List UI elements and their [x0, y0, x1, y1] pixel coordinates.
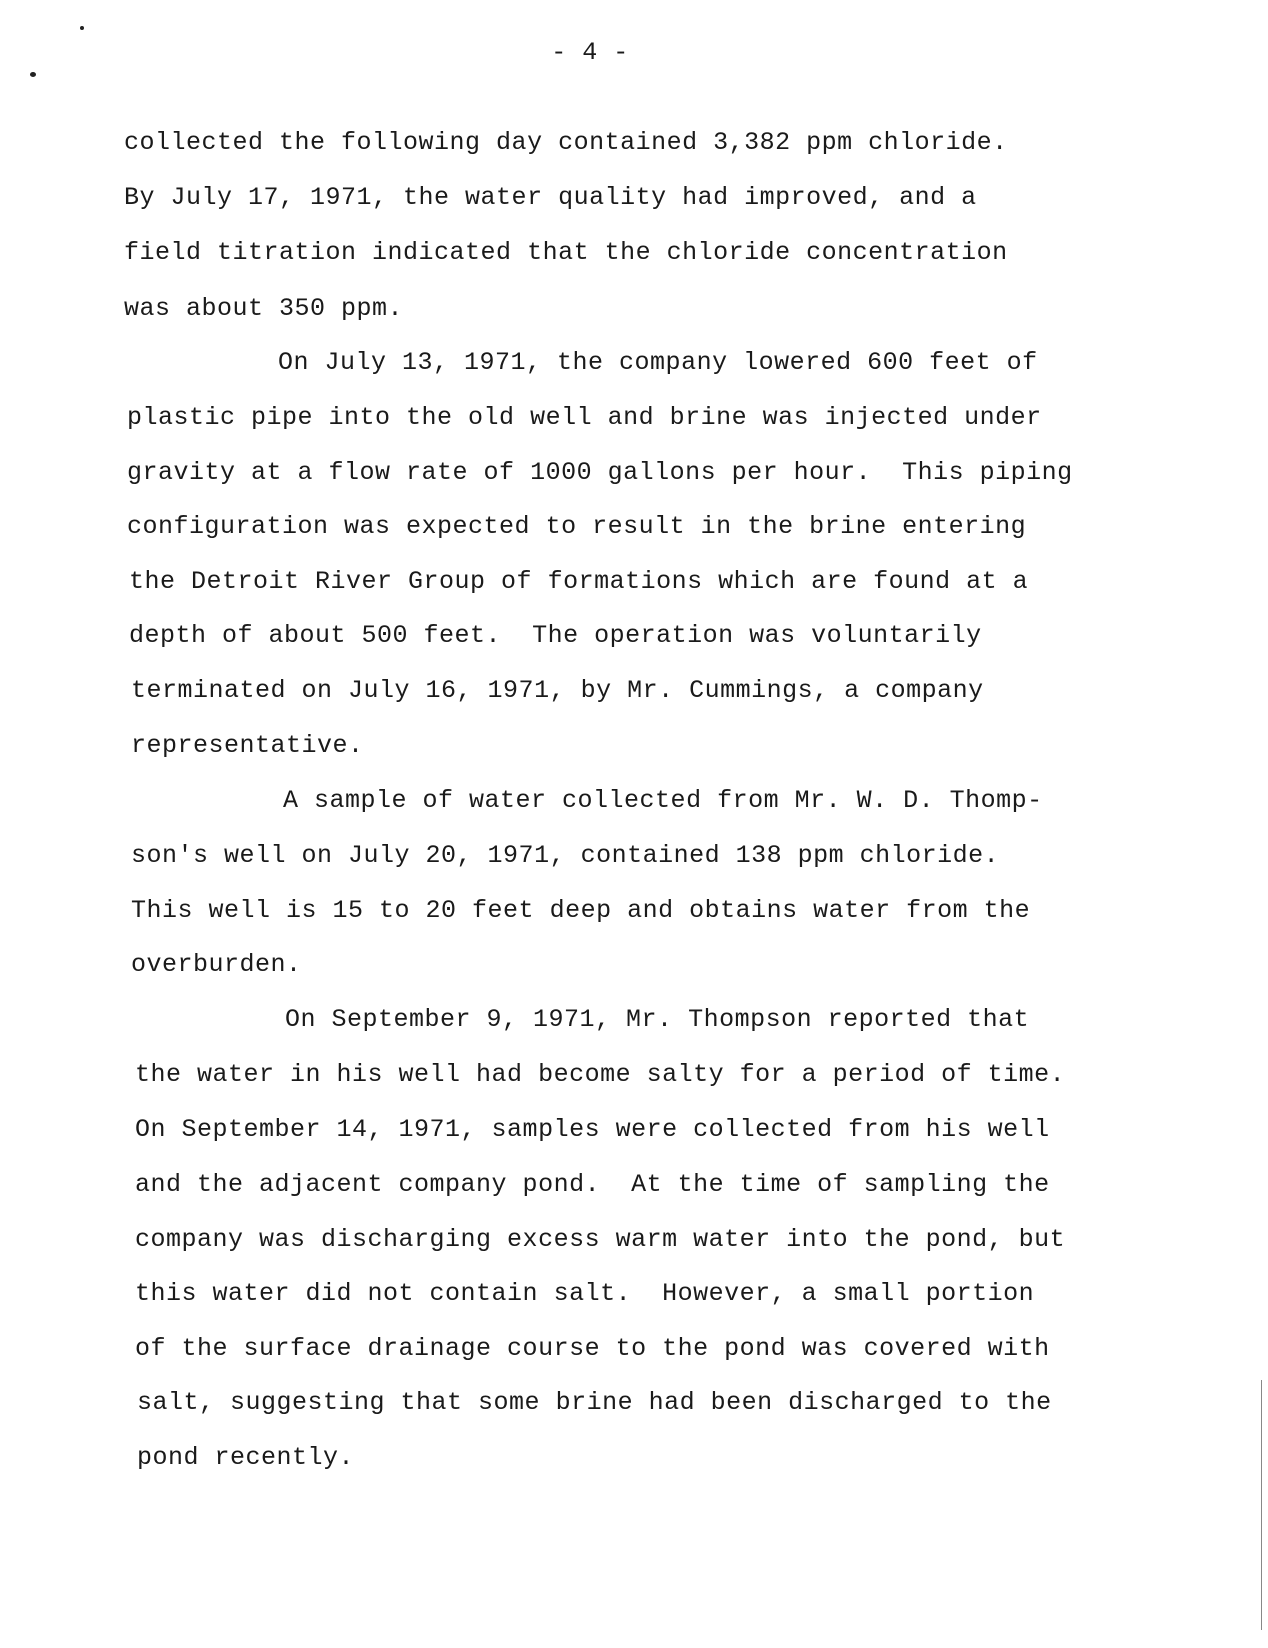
- text-line: pond recently.: [137, 1443, 355, 1472]
- text-line: the Detroit River Group of formations which are found at a: [129, 567, 1029, 596]
- text-line: plastic pipe into the old well and brine was injected under: [127, 403, 1042, 432]
- text-line: was about 350 ppm.: [124, 294, 404, 323]
- text-line: overburden.: [131, 950, 302, 979]
- text-line: of the surface drainage course to the pond was covered with: [135, 1334, 1050, 1363]
- text-line: son's well on July 20, 1971, contained 138 ppm chloride.: [131, 841, 1000, 870]
- text-line: this water did not contain salt. However, a small portion: [135, 1279, 1035, 1308]
- page-number: - 4 -: [551, 38, 629, 67]
- text-line: On July 13, 1971, the company lowered 600 feet of: [278, 348, 1038, 377]
- text-line: and the adjacent company pond. At the time of sampling the: [135, 1170, 1050, 1199]
- text-line: the water in his well had become salty for a period of time.: [135, 1060, 1066, 1089]
- text-line: terminated on July 16, 1971, by Mr. Cummings, a company: [131, 676, 984, 705]
- text-line: field titration indicated that the chloride concentration: [124, 238, 1008, 267]
- text-line: On September 14, 1971, samples were collected from his well: [135, 1115, 1050, 1144]
- text-line: A sample of water collected from Mr. W. D. Thomp-: [283, 786, 1043, 815]
- text-line: gravity at a flow rate of 1000 gallons per hour. This piping: [127, 458, 1073, 487]
- text-line: This well is 15 to 20 feet deep and obtains water from the: [131, 896, 1031, 925]
- text-line: representative.: [131, 731, 364, 760]
- text-line: configuration was expected to result in the brine entering: [127, 512, 1027, 541]
- text-line: On September 9, 1971, Mr. Thompson reported that: [285, 1005, 1030, 1034]
- text-line: By July 17, 1971, the water quality had improved, and a: [124, 183, 977, 212]
- scan-edge-line: [1261, 1380, 1262, 1630]
- scan-speck: [30, 72, 36, 77]
- text-line: company was discharging excess warm water into the pond, but: [135, 1225, 1066, 1254]
- text-line: depth of about 500 feet. The operation was voluntarily: [129, 621, 982, 650]
- scan-speck: [80, 26, 84, 30]
- text-line: salt, suggesting that some brine had been discharged to the: [137, 1388, 1052, 1417]
- text-line: collected the following day contained 3,382 ppm chloride.: [124, 128, 1008, 157]
